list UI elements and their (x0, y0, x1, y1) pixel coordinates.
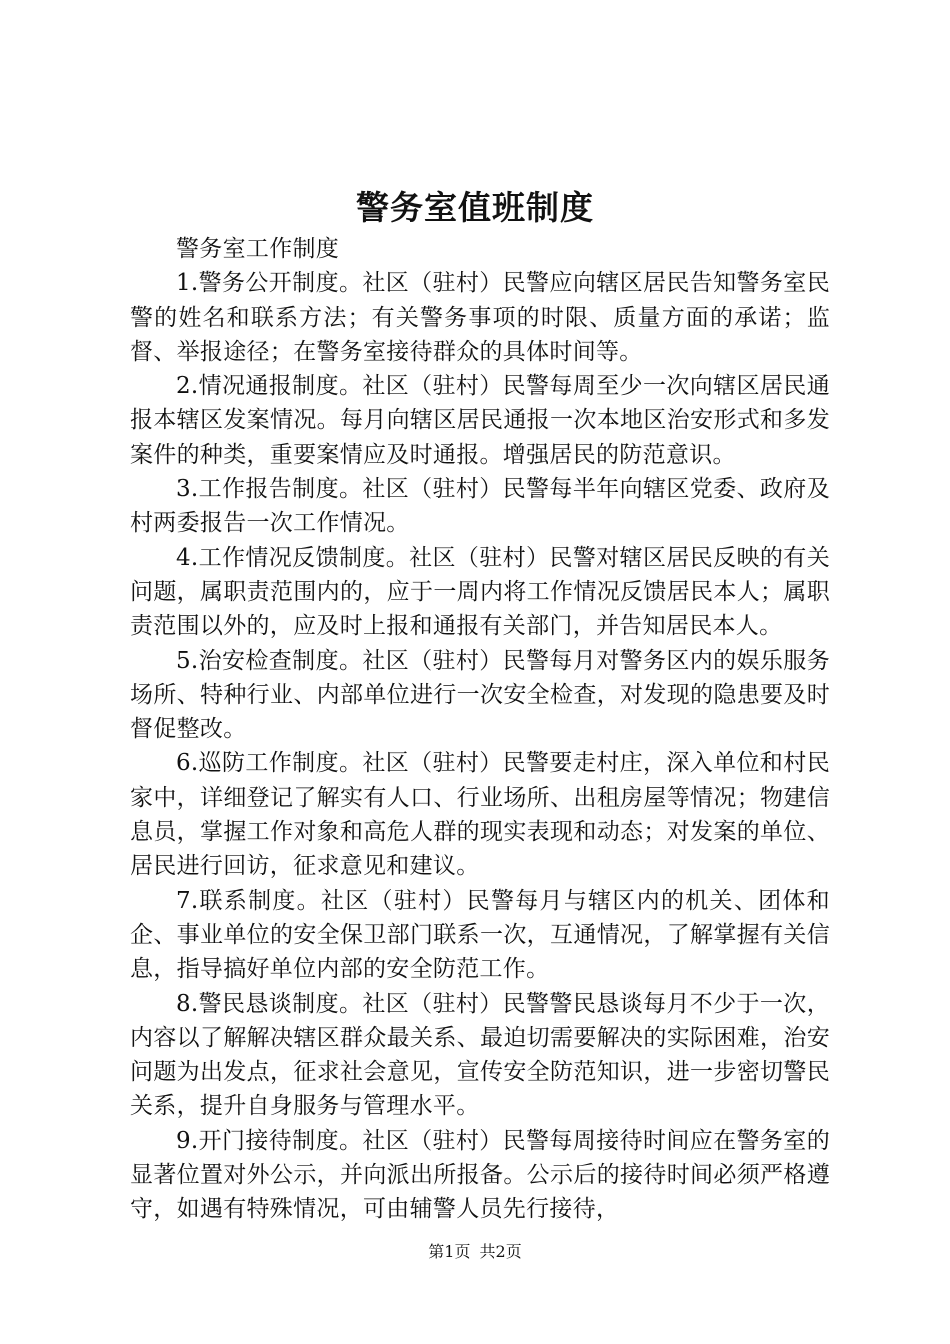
paragraph-4: 4.工作情况反馈制度。社区（驻村）民警对辖区居民反映的有关问题，属职责范围内的，应于一周内将工作情况反馈居民本人；属职责范围以外的，应及时上报和通报有关部门，并告知居民本人。 (130, 544, 830, 640)
paragraph-3: 3.工作报告制度。社区（驻村）民警每半年向辖区党委、政府及村两委报告一次工作情况。 (130, 476, 830, 537)
paragraph-6: 6.巡防工作制度。社区（驻村）民警要走村庄，深入单位和村民家中，详细登记了解实有人口、行业场所、出租房屋等情况；物建信息员，掌握工作对象和高危人群的现实表现和动态；对发案的单位、居民进行回访，征求意见和建议。 (130, 750, 830, 880)
paragraph-2: 2.情况通报制度。社区（驻村）民警每周至少一次向辖区居民通报本辖区发案情况。每月向辖区居民通报一次本地区治安形式和多发案件的种类，重要案情应及时通报。增强居民的防范意识。 (130, 373, 830, 468)
paragraph-1: 1.警务公开制度。社区（驻村）民警应向辖区居民告知警务室民警的姓名和联系方法；有关警务事项的时限、质量方面的承诺；监督、举报途径；在警务室接待群众的具体时间等。 (130, 270, 830, 365)
paragraph-7: 7.联系制度。社区（驻村）民警每月与辖区内的机关、团体和企、事业单位的安全保卫部门联系一次，互通情况，了解掌握有关信息，指导搞好单位内部的安全防范工作。 (130, 887, 830, 983)
paragraph-5: 5.治安检查制度。社区（驻村）民警每月对警务区内的娱乐服务场所、特种行业、内部单位进行一次安全检查，对发现的隐患要及时督促整改。 (130, 647, 830, 743)
document-title: 警务室值班制度 (356, 188, 594, 227)
paragraph-9: 9.开门接待制度。社区（驻村）民警每周接待时间应在警务室的显著位置对外公示，并向派出所报备。公示后的接待时间必须严格遵守，如遇有特殊情况，可由辅警人员先行接待， (130, 1127, 830, 1223)
document-body (130, 232, 830, 1227)
page-total: 共2页 (479, 1242, 522, 1261)
section-heading: 警务室工作制度 (176, 236, 340, 262)
page-number: 第1页 (428, 1242, 471, 1261)
paragraph-8: 8.警民恳谈制度。社区（驻村）民警警民恳谈每月不少于一次，内容以了解解决辖区群众最关系、最迫切需要解决的实际困难，治安问题为出发点，征求社会意见，宣传安全防范知识，进一步密切警民关系，提升自身服务与管理水平。 (130, 990, 830, 1120)
page-footer (0, 1241, 950, 1263)
